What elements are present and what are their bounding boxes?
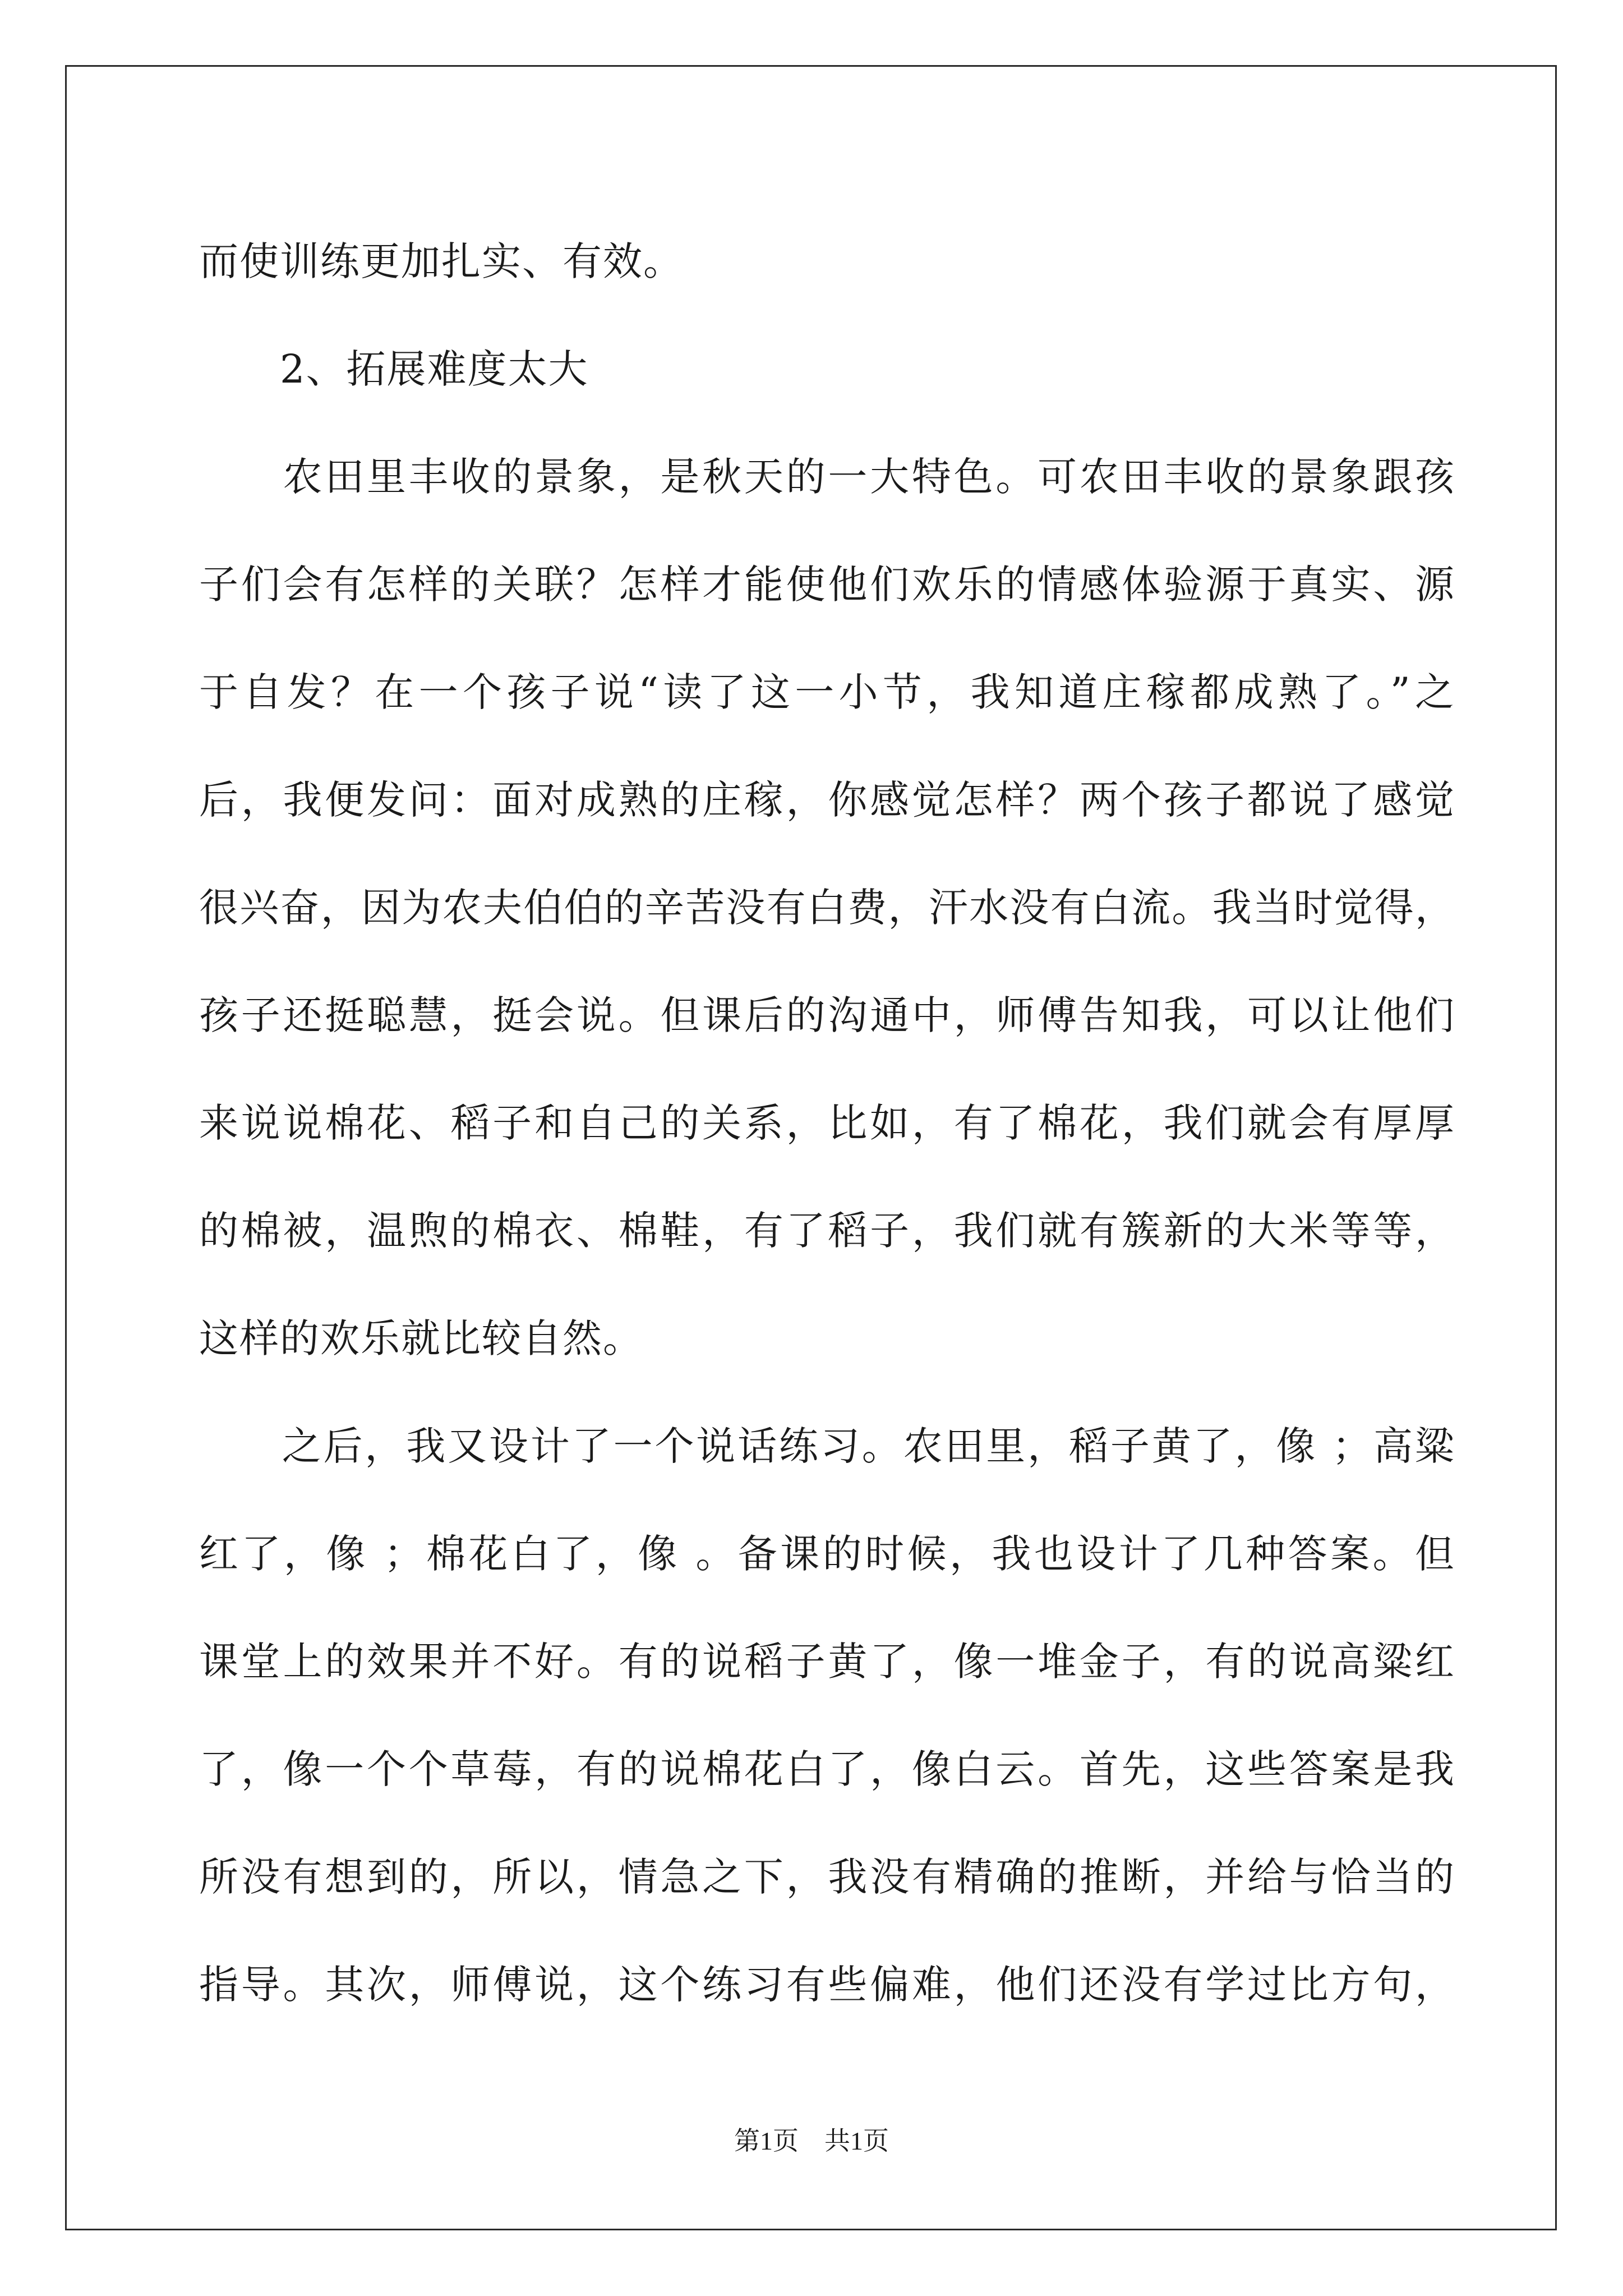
text-line: 而使训练更加扎实、有效。 [199, 238, 684, 284]
text-line: 课堂上的效果并不好。有的说稻子黄了，像一堆金子，有的说高粱红 [199, 1639, 1455, 1685]
text-line: 于自发？在一个孩子说“读了这一小节，我知道庄稼都成熟了。”之 [199, 669, 1455, 715]
text-line: 后，我便发问：面对成熟的庄稼，你感觉怎样？两个孩子都说了感觉 [199, 777, 1455, 823]
text-line: 指导。其次，师傅说，这个练习有些偏难，他们还没有学过比方句， [199, 1962, 1455, 2008]
text-line: 很兴奋，因为农夫伯伯的辛苦没有白费，汗水没有白流。我当时觉得， [199, 885, 1455, 931]
document-body [199, 208, 1455, 2039]
page-number-footer: 第1页 共1页 [734, 2127, 889, 2155]
text-line: 农田里丰收的景象，是秋天的一大特色。可农田丰收的景象跟孩 [199, 454, 1455, 500]
text-line: 2、拓展难度太大 [199, 346, 589, 392]
text-line: 来说说棉花、稻子和自己的关系，比如，有了棉花，我们就会有厚厚 [199, 1100, 1455, 1146]
text-line: 红了，像 ；棉花白了，像 。备课的时候，我也设计了几种答案。但 [199, 1531, 1455, 1577]
text-line: 孩子还挺聪慧，挺会说。但课后的沟通中，师傅告知我，可以让他们 [199, 992, 1455, 1038]
text-line: 之后，我又设计了一个说话练习。农田里，稻子黄了，像 ；高粱 [199, 1423, 1455, 1469]
text-line: 的棉被，温煦的棉衣、棉鞋，有了稻子，我们就有簇新的大米等等， [199, 1208, 1455, 1254]
text-line: 所没有想到的，所以，情急之下，我没有精确的推断，并给与恰当的 [199, 1854, 1455, 1900]
text-line: 这样的欢乐就比较自然。 [199, 1315, 643, 1361]
text-line: 了，像一个个草莓，有的说棉花白了，像白云。首先，这些答案是我 [199, 1746, 1455, 1792]
text-line: 子们会有怎样的关联？怎样才能使他们欢乐的情感体验源于真实、源 [199, 562, 1455, 608]
